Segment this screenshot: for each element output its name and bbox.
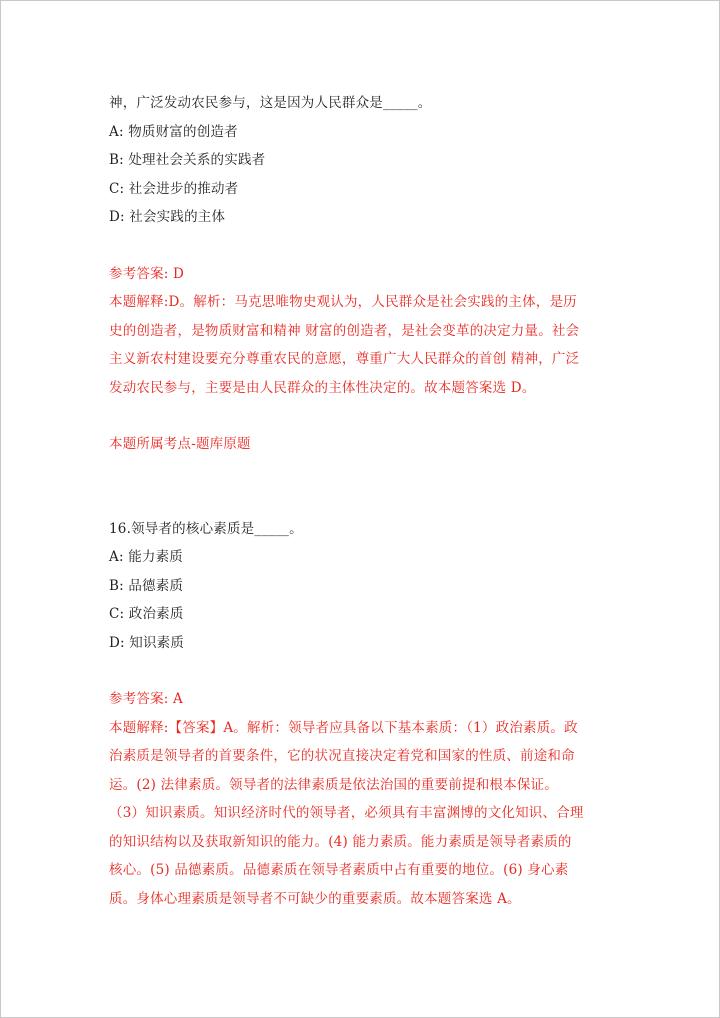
question-15-stem: 神，广泛发动农民参与，这是因为人民群众是_____。 [109,95,432,111]
question-15-option-c: C: 社会进步的推动者 [109,180,239,197]
question-16-explanation-line: 治素质是领导者的首要条件，它的状况直接决定着党和国家的性质、前途和命 [109,748,575,764]
question-15-option-b: B: 处理社会关系的实践者 [109,152,266,168]
question-16-option-d: D: 知识素质 [109,634,185,651]
question-16-explanation-line: （3）知识素质。知识经济时代的领导者，必须具有丰富渊博的文化知识、合理 [109,805,584,821]
question-15-explanation-line: 本题解释:D。解析：马克思唯物史观认为，人民群众是社会实践的主体，是历 [109,294,577,310]
question-16-option-c: C: 政治素质 [109,606,184,622]
question-16-option-a: A: 能力素质 [109,549,183,565]
question-16-explanation-line: 本题解释:【答案】A。解析：领导者应具备以下基本素质：（1）政治素质。政 [109,719,578,736]
question-16-explanation-line: 质。身体心理素质是领导者不可缺少的重要素质。故本题答案选 A。 [109,890,521,907]
question-15-option-a: A: 物质财富的创造者 [109,123,238,140]
question-15-explanation-line: 主义新农村建设要充分尊重农民的意愿，尊重广大人民群众的首创 精神，广泛 [109,351,580,367]
question-16-answer: 参考答案: A [109,691,183,707]
question-16-stem: 16.领导者的核心素质是_____。 [109,520,303,537]
question-16-explanation-line: 核心。(5) 品德素质。品德素质在领导者素质中占有重要的地位。(6) 身心素 [109,862,569,878]
question-16-explanation-line: 的知识结构以及获取新知识的能力。(4) 能力素质。能力素质是领导者素质的 [109,833,572,850]
question-15-option-d: D: 社会实践的主体 [109,209,226,225]
question-15-explanation-line: 史的创造者，是物质财富和精神 财富的创造者，是社会变革的决定力量。社会 [109,322,580,339]
question-16-option-b: B: 品德素质 [109,577,184,594]
question-15-source: 本题所属考点-题库原题 [109,436,251,452]
page-content [109,89,629,913]
question-16-explanation-line: 运。(2) 法律素质。领导者的法律素质是依法治国的重要前提和根本保证。 [109,776,558,793]
question-15-explanation-line: 发动农民参与，主要是由人民群众的主体性决定的。故本题答案选 D。 [109,379,536,396]
question-15-answer: 参考答案: D [109,265,185,282]
